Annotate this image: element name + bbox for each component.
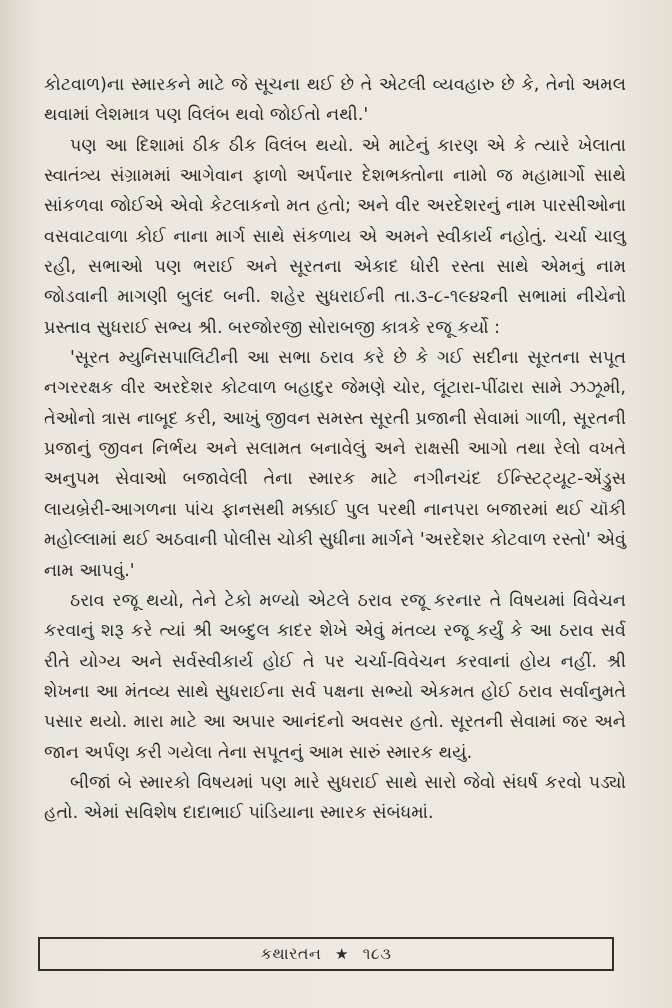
paragraph-1: કોટવાળ)ના સ્મારકને માટે જે સૂચના થઈ છે તે એટલી વ્યવહારુ છે કે, તેનો અમલ થવામાં લેશમાત્ર પણ વિલંબ થવો જોઈતો નથી.'	[44, 75, 626, 126]
paragraph-4: ઠરાવ રજૂ થયો, તેને ટેકો મળ્યો એટલે ઠરાવ રજૂ કરનાર તે વિષયમાં વિવેચન કરવાનું શરૂ કરે ત્યાં શ્રી અબ્દુલ કાદર શેખે એવું મંતવ્ય રજૂ કર્યું કે આ ઠરાવ સર્વ રીતે યોગ્ય અને સર્વસ્વીકાર્ય હોઈ તે પર ચર્ચા-વિવેચન કરવાનાં હોય નહીં. શ્રી શેખના આ મંતવ્ય સાથે સુધરાઈના સર્વ પક્ષના સભ્યો એકમત હોઈ ઠરાવ સર્વાનુમતે પસાર થયો. મારા માટે આ અપાર આનંદનો અવસર હતો. સૂરતની સેવામાં જર અને જાન અર્પણ કરી ગયેલા તેના સપૂતનું આમ સારું સ્મારક થયું.	[44, 590, 626, 763]
page-footer	[38, 937, 614, 971]
paragraph-3-resolution-quote: 'સૂરત મ્યુનિસપાલિટીની આ સભા ઠરાવ કરે છે કે ગઈ સદીના સૂરતના સપૂત નગરરક્ષક વીર અરદેશર કોટવાળ બહાદુર જેમણે ચોર, લૂંટારા-પીંઢારા સામે ઝઝૂમી, તેઓનો ત્રાસ નાબૂદ કરી, આખું જીવન સમસ્ત સૂરતી પ્રજાની સેવામાં ગાળી, સૂરતની પ્રજાનું જીવન નિર્ભય અને સલામત બનાવેલું અને રાક્ષસી આગો તથા રેલો વખતે અનુપમ સેવાઓ બજાવેલી તેના સ્મારક માટે નગીનચંદ ઈન્સ્ટિટ્યૂટ-એંડ્રુસ લાયબ્રેરી-આગળના પાંચ ફાનસથી મક્કાઈ પુલ પરથી નાનપરા બજારમાં થઈ ચૉકી મહોલ્લામાં થઈ અઠવાની પોલીસ ચોકી સુધીના માર્ગને 'અરદેશર કોટવાળ રસ્તો' એવું નામ આપવું.'	[44, 348, 626, 581]
star-icon: ★	[335, 945, 349, 963]
page-number: ૧૮૩	[362, 944, 392, 963]
paragraph-2: પણ આ દિશામાં ઠીક ઠીક વિલંબ થયો. એ માટેનું કારણ એ કે ત્યારે ખેલાતા સ્વાતંત્ર્ય સંગ્રામમાં આગેવાન ફાળો અર્પનાર દેશભક્તોના નામો જ મહામાર્ગો સાથે સાંકળવા જોઈએ એવો કેટલાકનો મત હતો; અને વીર અરદેશરનું નામ પારસીઓના વસવાટવાળા કોઈ નાના માર્ગ સાથે સંકળાય એ અમને સ્વીકાર્ય નહોતું. ચર્ચા ચાલુ રહી, સભાઓ પણ ભરાઈ અને સૂરતના એકાદ ધોરી રસ્તા સાથે એમનું નામ જોડવાની માગણી બુલંદ બની. શહેર સુધરાઈની તા.૩-૮-૧૯૪૨ની સભામાં નીચેનો પ્રસ્તાવ સુધરાઈ સભ્ય શ્રી. બરજોરજી સોરાબજી કાત્રકે રજૂ કર્યો :	[44, 135, 626, 338]
footer-content	[261, 944, 392, 964]
body-text	[44, 70, 626, 829]
book-title: કથારતન	[260, 944, 322, 963]
paragraph-5: બીજાં બે સ્મારકો વિષયમાં પણ મારે સુધરાઈ સાથે સારો જેવો સંઘર્ષ કરવો પડ્યો હતો. એમાં સવિશેષ દાદાભાઈ પાંડિયાના સ્મારક સંબંધમાં.	[44, 772, 626, 824]
